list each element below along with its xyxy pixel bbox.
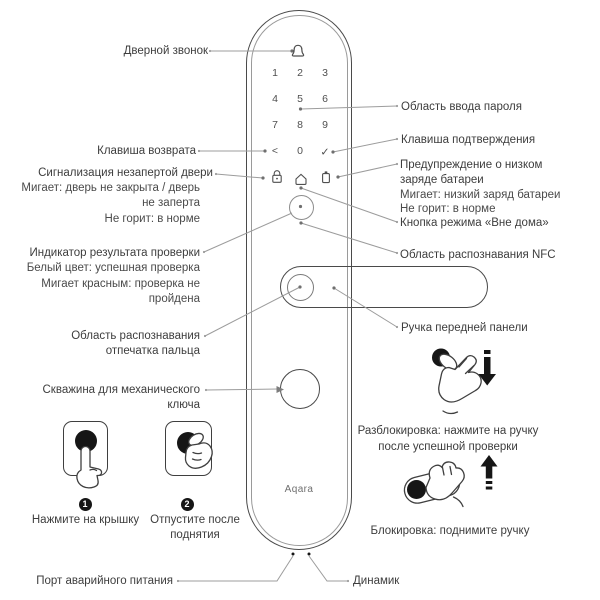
label-line: Мигает красным: проверка не: [41, 277, 200, 290]
key-3: 3: [322, 67, 328, 79]
label-return-key: Клавиша возврата: [97, 145, 196, 157]
label-doorbell: Дверной звонок: [123, 45, 208, 57]
label-line: поднятия: [170, 528, 220, 541]
label-line: пройдена: [148, 293, 200, 306]
label-line: после успешной проверки: [378, 440, 518, 453]
leader-lines: [178, 51, 397, 581]
caption-unlock: [348, 424, 548, 455]
label-speaker: Динамик: [353, 575, 400, 587]
leader-label-dots: [177, 50, 398, 582]
label-line: Белый цвет: успешная проверка: [26, 262, 200, 275]
key-5: 5: [297, 93, 303, 105]
label-low-battery-warning: [400, 158, 560, 217]
label-line: Скважина для механического: [42, 384, 200, 396]
step-1-badge: 1: [79, 498, 92, 511]
label-line: ключа: [167, 398, 200, 411]
bottom-port-speaker-dots: [292, 553, 311, 556]
key-9: 9: [322, 119, 328, 131]
key-8: 8: [297, 119, 303, 131]
label-line: Область распознавания: [71, 330, 200, 342]
label-line: Сигнализация незапертой двери: [38, 167, 213, 179]
hand-press-cover-icon: [77, 447, 102, 488]
return-key-icon: <: [271, 145, 279, 157]
label-emergency-port: Порт аварийного питания: [36, 575, 173, 587]
label-front-handle: Ручка передней панели: [401, 322, 528, 334]
arrow-up-icon: [481, 455, 498, 490]
label-line: заряде батареи: [400, 173, 484, 186]
key-0: 0: [297, 145, 303, 157]
key-4: 4: [272, 93, 278, 105]
label-unlocked-door-alarm: [21, 166, 213, 227]
padlock-icon: [273, 171, 281, 183]
label-line: отпечатка пальца: [105, 344, 200, 357]
key-7: 7: [272, 119, 278, 131]
label-nfc-area: Область распознавания NFC: [400, 249, 556, 261]
caption-lock: Блокировка: поднимите ручку: [370, 525, 530, 537]
key-2: 2: [297, 67, 303, 79]
label-keyhole: [43, 383, 201, 412]
brand-logo: Aqara: [284, 484, 314, 495]
key-1: 1: [272, 67, 278, 79]
bell-icon: [292, 45, 303, 56]
confirm-key-icon: ✓: [320, 146, 330, 159]
hand-release-cover-icon: [185, 431, 212, 468]
step-2-badge: 2: [181, 498, 194, 511]
leader-device-dots: [261, 49, 339, 289]
hand-unlock-press-icon: [432, 349, 481, 414]
label-verification-indicator: [27, 246, 200, 308]
key-6: 6: [322, 93, 328, 105]
hand-lock-lift-icon: [402, 462, 465, 507]
label-line: Индикатор результата проверки: [29, 247, 200, 259]
battery-icon: [323, 171, 330, 182]
label-line: Мигает: низкий заряд батареи: [400, 188, 561, 201]
step-2-caption: [149, 513, 241, 542]
label-line: Мигает: дверь не закрыта / дверь: [21, 182, 200, 195]
label-fingerprint-area: [71, 329, 200, 358]
label-line: Отпустите после: [150, 514, 240, 526]
home-icon: [296, 174, 306, 184]
step-1-caption: Нажмите на крышку: [31, 514, 140, 526]
label-line: Предупреждение о низком: [400, 159, 543, 171]
label-line: Не горит: в норме: [104, 212, 200, 225]
label-away-mode-button: Кнопка режима «Вне дома»: [400, 217, 549, 229]
label-line: не заперта: [142, 197, 200, 210]
keyhole-arrowhead: [277, 386, 285, 393]
label-password-area: Область ввода пароля: [401, 101, 522, 113]
label-line: Разблокировка: нажмите на ручку: [357, 425, 539, 437]
label-line: Не горит: в норме: [400, 203, 496, 216]
label-confirm-key: Клавиша подтверждения: [401, 134, 536, 146]
